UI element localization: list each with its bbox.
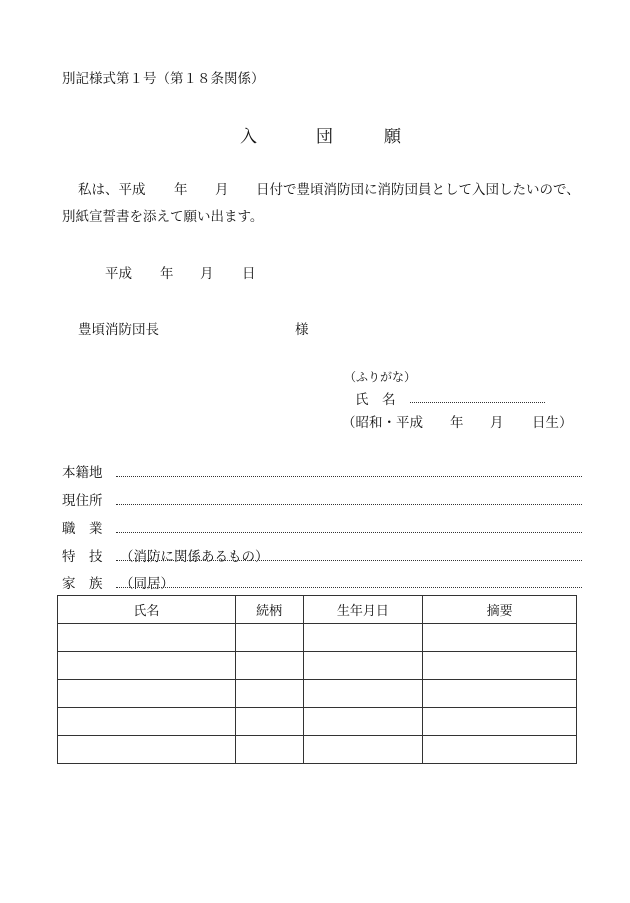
table-cell-name[interactable] — [58, 624, 236, 652]
column-header-remarks: 摘要 — [423, 596, 577, 624]
field-label-honseki: 本籍地 — [62, 465, 103, 481]
column-header-relation: 続柄 — [235, 596, 303, 624]
field-label-occupation: 職 業 — [62, 521, 103, 537]
table-cell-relation[interactable] — [235, 680, 303, 708]
title-char-2: 団 — [316, 127, 333, 147]
field-line-honseki[interactable] — [116, 476, 582, 477]
table-row — [58, 652, 577, 680]
date-day: 日 — [242, 266, 256, 282]
date-month: 月 — [200, 266, 214, 282]
table-cell-name[interactable] — [58, 708, 236, 736]
table-cell-relation[interactable] — [235, 652, 303, 680]
family-table-body — [58, 624, 577, 764]
field-line-family[interactable] — [116, 587, 582, 588]
table-row — [58, 736, 577, 764]
table-cell-remarks[interactable] — [423, 624, 577, 652]
statement-rest: 日付で豊頃消防団に消防団員として入団したいので、 — [256, 182, 580, 198]
table-cell-name[interactable] — [58, 680, 236, 708]
table-row — [58, 680, 577, 708]
table-cell-remarks[interactable] — [423, 680, 577, 708]
addressee-honorific: 様 — [295, 322, 309, 338]
table-row — [58, 708, 577, 736]
birth-day: 日生） — [532, 415, 573, 431]
title-char-3: 願 — [384, 127, 401, 147]
table-cell-remarks[interactable] — [423, 736, 577, 764]
addressee-name: 豊頃消防団長 — [78, 322, 159, 338]
field-note-family: （同居） — [120, 576, 174, 592]
birth-era: （昭和・平成 — [342, 415, 423, 431]
field-note-skills: （消防に関係あるもの） — [120, 549, 269, 565]
field-line-address[interactable] — [116, 504, 582, 505]
table-cell-birthdate[interactable] — [303, 736, 423, 764]
table-cell-relation[interactable] — [235, 708, 303, 736]
table-row — [58, 624, 577, 652]
table-cell-relation[interactable] — [235, 624, 303, 652]
field-line-occupation[interactable] — [116, 532, 582, 533]
name-entry-line[interactable] — [410, 402, 545, 403]
statement-month: 月 — [215, 182, 229, 198]
table-cell-birthdate[interactable] — [303, 652, 423, 680]
birth-year: 年 — [450, 415, 464, 431]
birth-month: 月 — [490, 415, 504, 431]
table-cell-birthdate[interactable] — [303, 680, 423, 708]
statement-year: 年 — [174, 182, 188, 198]
statement-era: 私は、平成 — [78, 182, 146, 198]
field-label-address: 現住所 — [62, 493, 103, 509]
table-cell-relation[interactable] — [235, 736, 303, 764]
field-label-family: 家 族 — [62, 576, 103, 592]
field-line-skills[interactable] — [116, 560, 582, 561]
title-char-1: 入 — [240, 127, 257, 147]
table-cell-name[interactable] — [58, 736, 236, 764]
statement-line-2: 別紙宣誓書を添えて願い出ます。 — [62, 209, 264, 225]
form-number: 別記様式第１号（第１８条関係） — [62, 71, 265, 87]
name-label: 氏 名 — [355, 392, 396, 408]
table-cell-birthdate[interactable] — [303, 708, 423, 736]
table-cell-remarks[interactable] — [423, 652, 577, 680]
date-year: 年 — [160, 266, 174, 282]
family-table — [57, 595, 577, 764]
column-header-name: 氏名 — [58, 596, 236, 624]
column-header-birthdate: 生年月日 — [303, 596, 423, 624]
furigana-label: （ふりがな） — [344, 370, 417, 384]
table-cell-name[interactable] — [58, 652, 236, 680]
date-era: 平成 — [105, 266, 132, 282]
field-label-skills: 特 技 — [62, 549, 103, 565]
table-cell-remarks[interactable] — [423, 708, 577, 736]
table-cell-birthdate[interactable] — [303, 624, 423, 652]
table-header-row — [58, 596, 577, 624]
